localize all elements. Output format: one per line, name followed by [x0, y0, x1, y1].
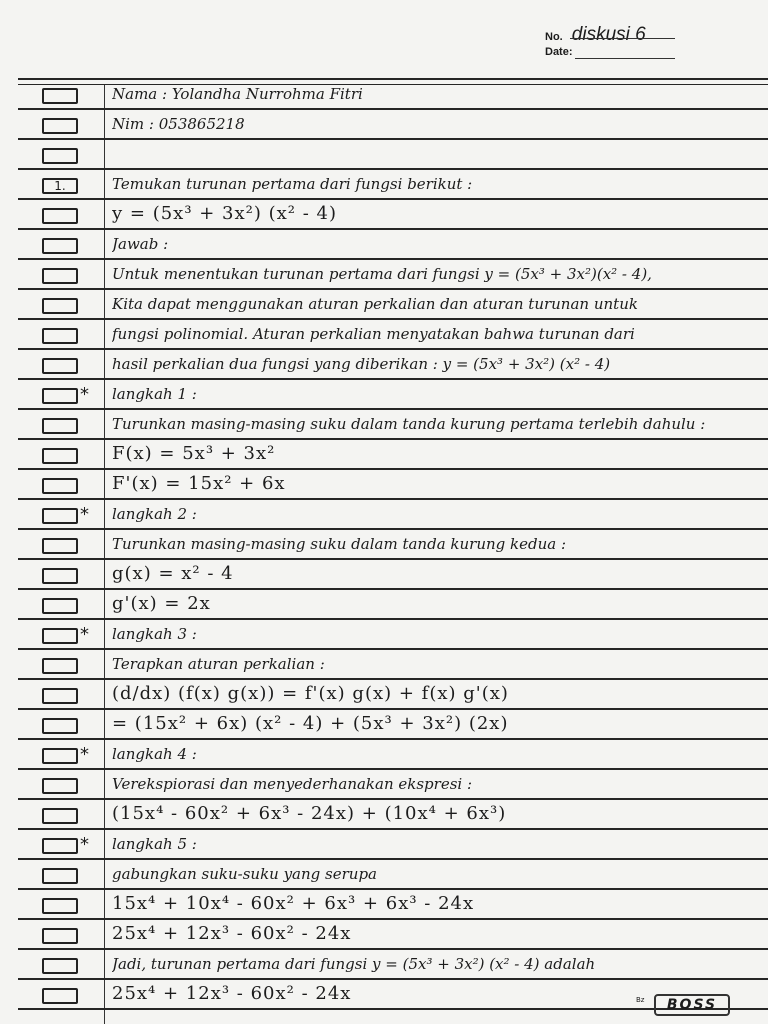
row-checkbox[interactable] — [42, 598, 78, 614]
row-checkbox[interactable] — [42, 358, 78, 374]
row-checkbox[interactable] — [42, 268, 78, 284]
ruled-line — [18, 258, 768, 260]
ruled-line — [18, 888, 768, 890]
ruled-line — [18, 438, 768, 440]
row-checkbox[interactable] — [42, 88, 78, 104]
ruled-line — [18, 588, 768, 590]
handwritten-line: gabungkan suku-suku yang serupa — [112, 865, 377, 883]
row-checkbox[interactable] — [42, 868, 78, 884]
handwritten-line: (d/dx) (f(x) g(x)) = f'(x) g(x) + f(x) g'(x) — [112, 683, 509, 704]
row-checkbox[interactable] — [42, 568, 78, 584]
handwritten-line: fungsi polinomial. Aturan perkalian menyatakan bahwa turunan dari — [112, 325, 635, 343]
row-checkbox[interactable] — [42, 808, 78, 824]
row-checkbox[interactable] — [42, 148, 78, 164]
star-marker: * — [80, 834, 89, 855]
row-checkbox[interactable]: 1. — [42, 178, 78, 194]
row-checkbox[interactable] — [42, 538, 78, 554]
ruled-line — [18, 168, 768, 170]
handwritten-line: langkah 3 : — [112, 625, 197, 643]
handwritten-line: 15x⁴ + 10x⁴ - 60x² + 6x³ + 6x³ - 24x — [112, 893, 475, 914]
handwritten-line: Jawab : — [112, 235, 169, 253]
row-checkbox[interactable] — [42, 208, 78, 224]
row-checkbox[interactable] — [42, 838, 78, 854]
row-checkbox[interactable] — [42, 298, 78, 314]
row-checkbox[interactable] — [42, 778, 78, 794]
ruled-line — [18, 318, 768, 320]
handwritten-line: Turunkan masing-masing suku dalam tanda kurung kedua : — [112, 535, 567, 553]
handwritten-line: langkah 2 : — [112, 505, 197, 523]
ruled-line — [18, 528, 768, 530]
handwritten-line: g(x) = x² - 4 — [112, 563, 234, 584]
ruled-line — [18, 798, 768, 800]
margin-line — [104, 84, 105, 1024]
row-checkbox[interactable] — [42, 748, 78, 764]
handwritten-line: langkah 4 : — [112, 745, 197, 763]
handwritten-line: 25x⁴ + 12x³ - 60x² - 24x — [112, 983, 352, 1004]
ruled-line — [18, 738, 768, 740]
row-checkbox[interactable] — [42, 418, 78, 434]
handwritten-line: Temukan turunan pertama dari fungsi berikut : — [112, 175, 473, 193]
star-marker: * — [80, 504, 89, 525]
handwritten-line: F'(x) = 15x² + 6x — [112, 473, 286, 494]
ruled-line — [18, 618, 768, 620]
row-checkbox[interactable] — [42, 958, 78, 974]
ruled-line — [18, 948, 768, 950]
row-checkbox[interactable] — [42, 688, 78, 704]
no-value: diskusi 6 — [571, 24, 646, 45]
row-checkbox[interactable] — [42, 448, 78, 464]
ruled-line — [18, 828, 768, 830]
ruled-line — [18, 648, 768, 650]
row-checkbox[interactable] — [42, 658, 78, 674]
ruled-line — [18, 138, 768, 140]
no-label-text: No. — [545, 31, 563, 43]
ruled-line — [18, 468, 768, 470]
handwritten-line: = (15x² + 6x) (x² - 4) + (5x³ + 3x²) (2x) — [112, 713, 509, 734]
handwritten-line: Untuk menentukan turunan pertama dari fungsi y = (5x³ + 3x²)(x² - 4), — [112, 265, 652, 283]
handwritten-line: langkah 1 : — [112, 385, 197, 403]
row-checkbox[interactable] — [42, 988, 78, 1004]
ruled-line — [18, 678, 768, 680]
handwritten-line: (15x⁴ - 60x² + 6x³ - 24x) + (10x⁴ + 6x³) — [112, 803, 507, 824]
ruled-line — [18, 978, 768, 980]
ruled-line — [18, 768, 768, 770]
handwritten-line: 25x⁴ + 12x³ - 60x² - 24x — [112, 923, 352, 944]
no-label — [545, 24, 646, 46]
ruled-line — [18, 108, 768, 110]
handwritten-line: F(x) = 5x³ + 3x² — [112, 443, 276, 464]
date-label: Date: — [545, 46, 573, 58]
row-checkbox[interactable] — [42, 628, 78, 644]
row-checkbox[interactable] — [42, 118, 78, 134]
star-marker: * — [80, 384, 89, 405]
ruled-line — [18, 378, 768, 380]
row-checkbox[interactable] — [42, 508, 78, 524]
handwritten-line: y = (5x³ + 3x²) (x² - 4) — [112, 203, 338, 224]
row-checkbox[interactable] — [42, 718, 78, 734]
row-checkbox[interactable] — [42, 388, 78, 404]
handwritten-line: hasil perkalian dua fungsi yang diberikan : y = (5x³ + 3x²) (x² - 4) — [112, 355, 611, 373]
handwritten-line: Nama : Yolandha Nurrohma Fitri — [112, 85, 363, 103]
row-checkbox[interactable] — [42, 328, 78, 344]
handwritten-line: Verekspiorasi dan menyederhanakan ekspresi : — [112, 775, 473, 793]
ruled-line — [18, 918, 768, 920]
row-checkbox[interactable] — [42, 928, 78, 944]
handwritten-line: Kita dapat menggunakan aturan perkalian dan aturan turunan untuk — [112, 295, 638, 313]
handwritten-line: langkah 5 : — [112, 835, 197, 853]
ruled-line — [18, 348, 768, 350]
star-marker: * — [80, 744, 89, 765]
row-checkbox[interactable] — [42, 898, 78, 914]
ruled-line — [18, 228, 768, 230]
row-checkbox[interactable] — [42, 478, 78, 494]
logo-small-text: Bz — [636, 996, 645, 1004]
ruled-line — [18, 408, 768, 410]
ruled-line — [18, 858, 768, 860]
top-rule — [18, 78, 768, 80]
handwritten-line: Nim : 053865218 — [112, 115, 245, 133]
handwritten-line: Turunkan masing-masing suku dalam tanda kurung pertama terlebih dahulu : — [112, 415, 706, 433]
ruled-line — [18, 498, 768, 500]
date-underline — [575, 58, 675, 59]
row-checkbox[interactable] — [42, 238, 78, 254]
handwritten-line: g'(x) = 2x — [112, 593, 211, 614]
brand-logo: BOSS — [654, 994, 730, 1016]
ruled-line — [18, 198, 768, 200]
handwritten-line: Terapkan aturan perkalian : — [112, 655, 325, 673]
ruled-line — [18, 558, 768, 560]
star-marker: * — [80, 624, 89, 645]
ruled-line — [18, 288, 768, 290]
handwritten-line: Jadi, turunan pertama dari fungsi y = (5x³ + 3x²) (x² - 4) adalah — [112, 955, 596, 973]
no-underline — [570, 38, 675, 39]
ruled-line — [18, 708, 768, 710]
